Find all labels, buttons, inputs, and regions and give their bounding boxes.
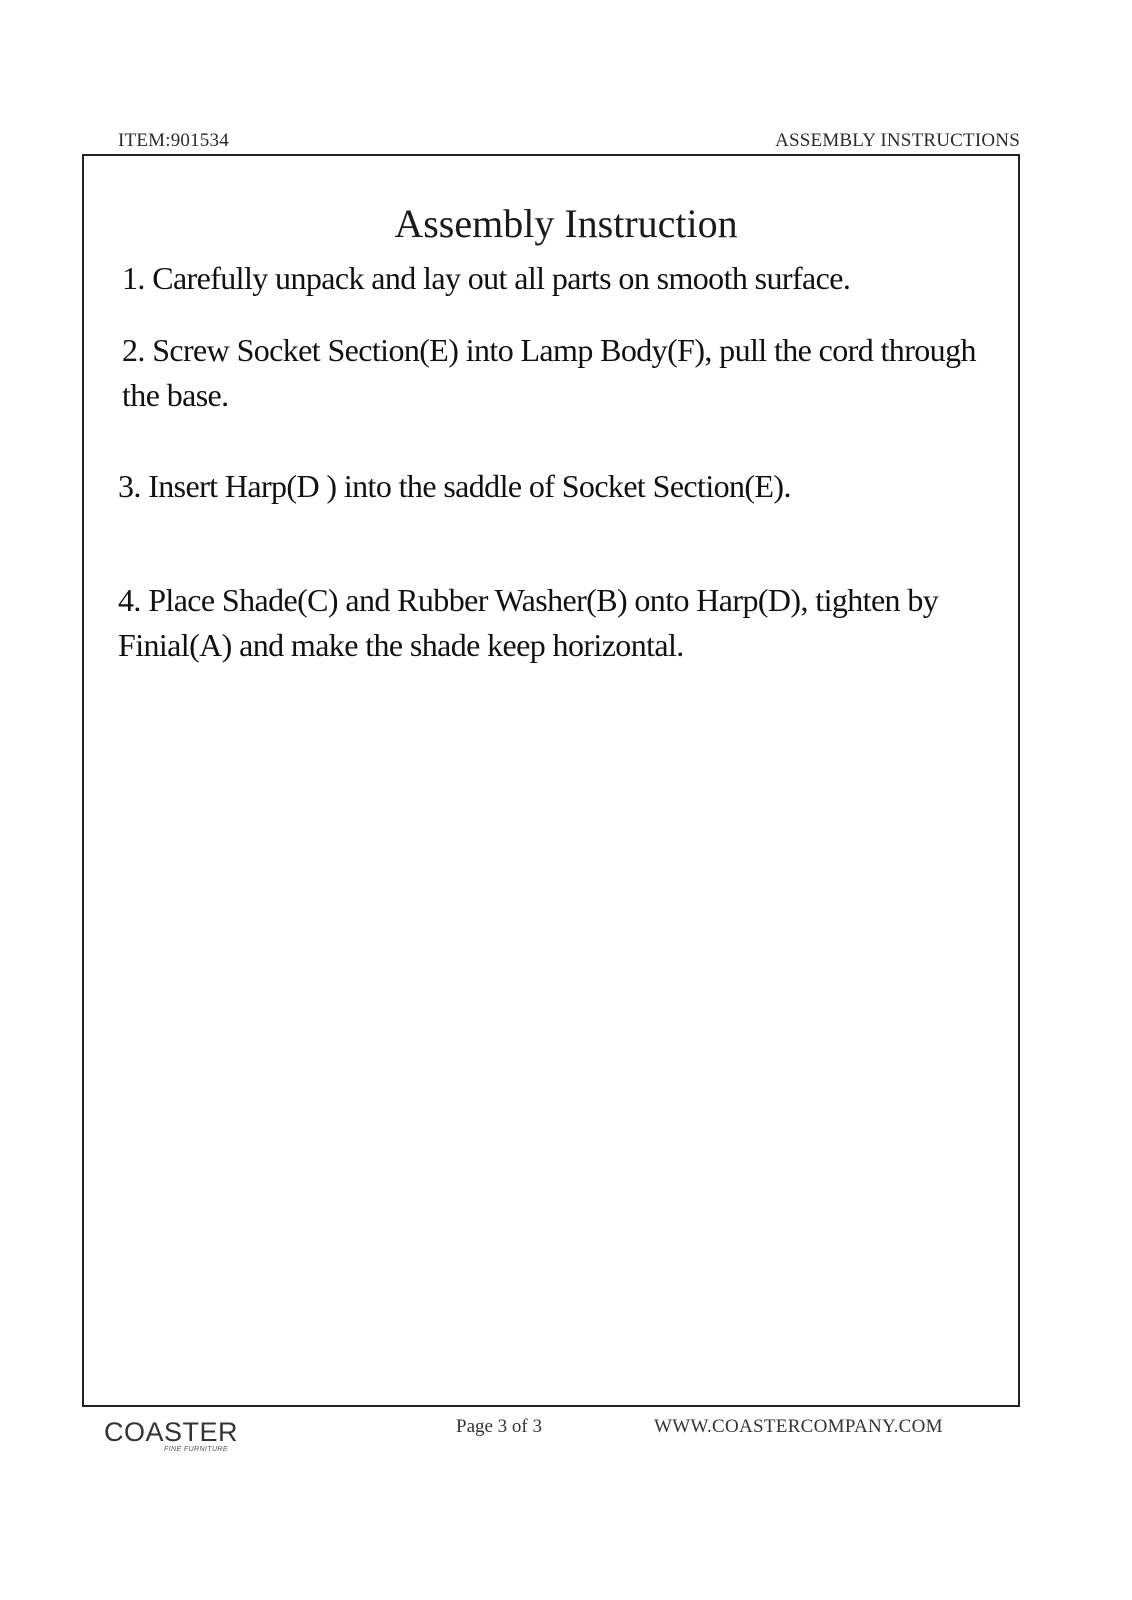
step-1: 1. Carefully unpack and lay out all parts on smooth surface. <box>122 260 851 296</box>
website-url: WWW.COASTERCOMPANY.COM <box>654 1416 943 1437</box>
page-title: Assembly Instruction <box>394 201 738 246</box>
logo-wordmark: COASTER <box>104 1417 239 1447</box>
coaster-logo <box>104 1418 244 1458</box>
logo-tagline: FINE FURNITURE <box>164 1446 228 1453</box>
document-type: ASSEMBLY INSTRUCTIONS <box>775 130 1020 151</box>
page-number: Page 3 of 3 <box>456 1416 543 1437</box>
step-3: 3. Insert Harp(D ) into the saddle of Socket Section(E). <box>118 468 791 504</box>
step-2: 2. Screw Socket Section(E) into Lamp Body(F), pull the cord through the base. <box>122 332 976 413</box>
item-number: ITEM:901534 <box>118 130 229 151</box>
step-4: 4. Place Shade(C) and Rubber Washer(B) onto Harp(D), tighten by Finial(A) and make the shade keep horizontal. <box>118 582 939 663</box>
